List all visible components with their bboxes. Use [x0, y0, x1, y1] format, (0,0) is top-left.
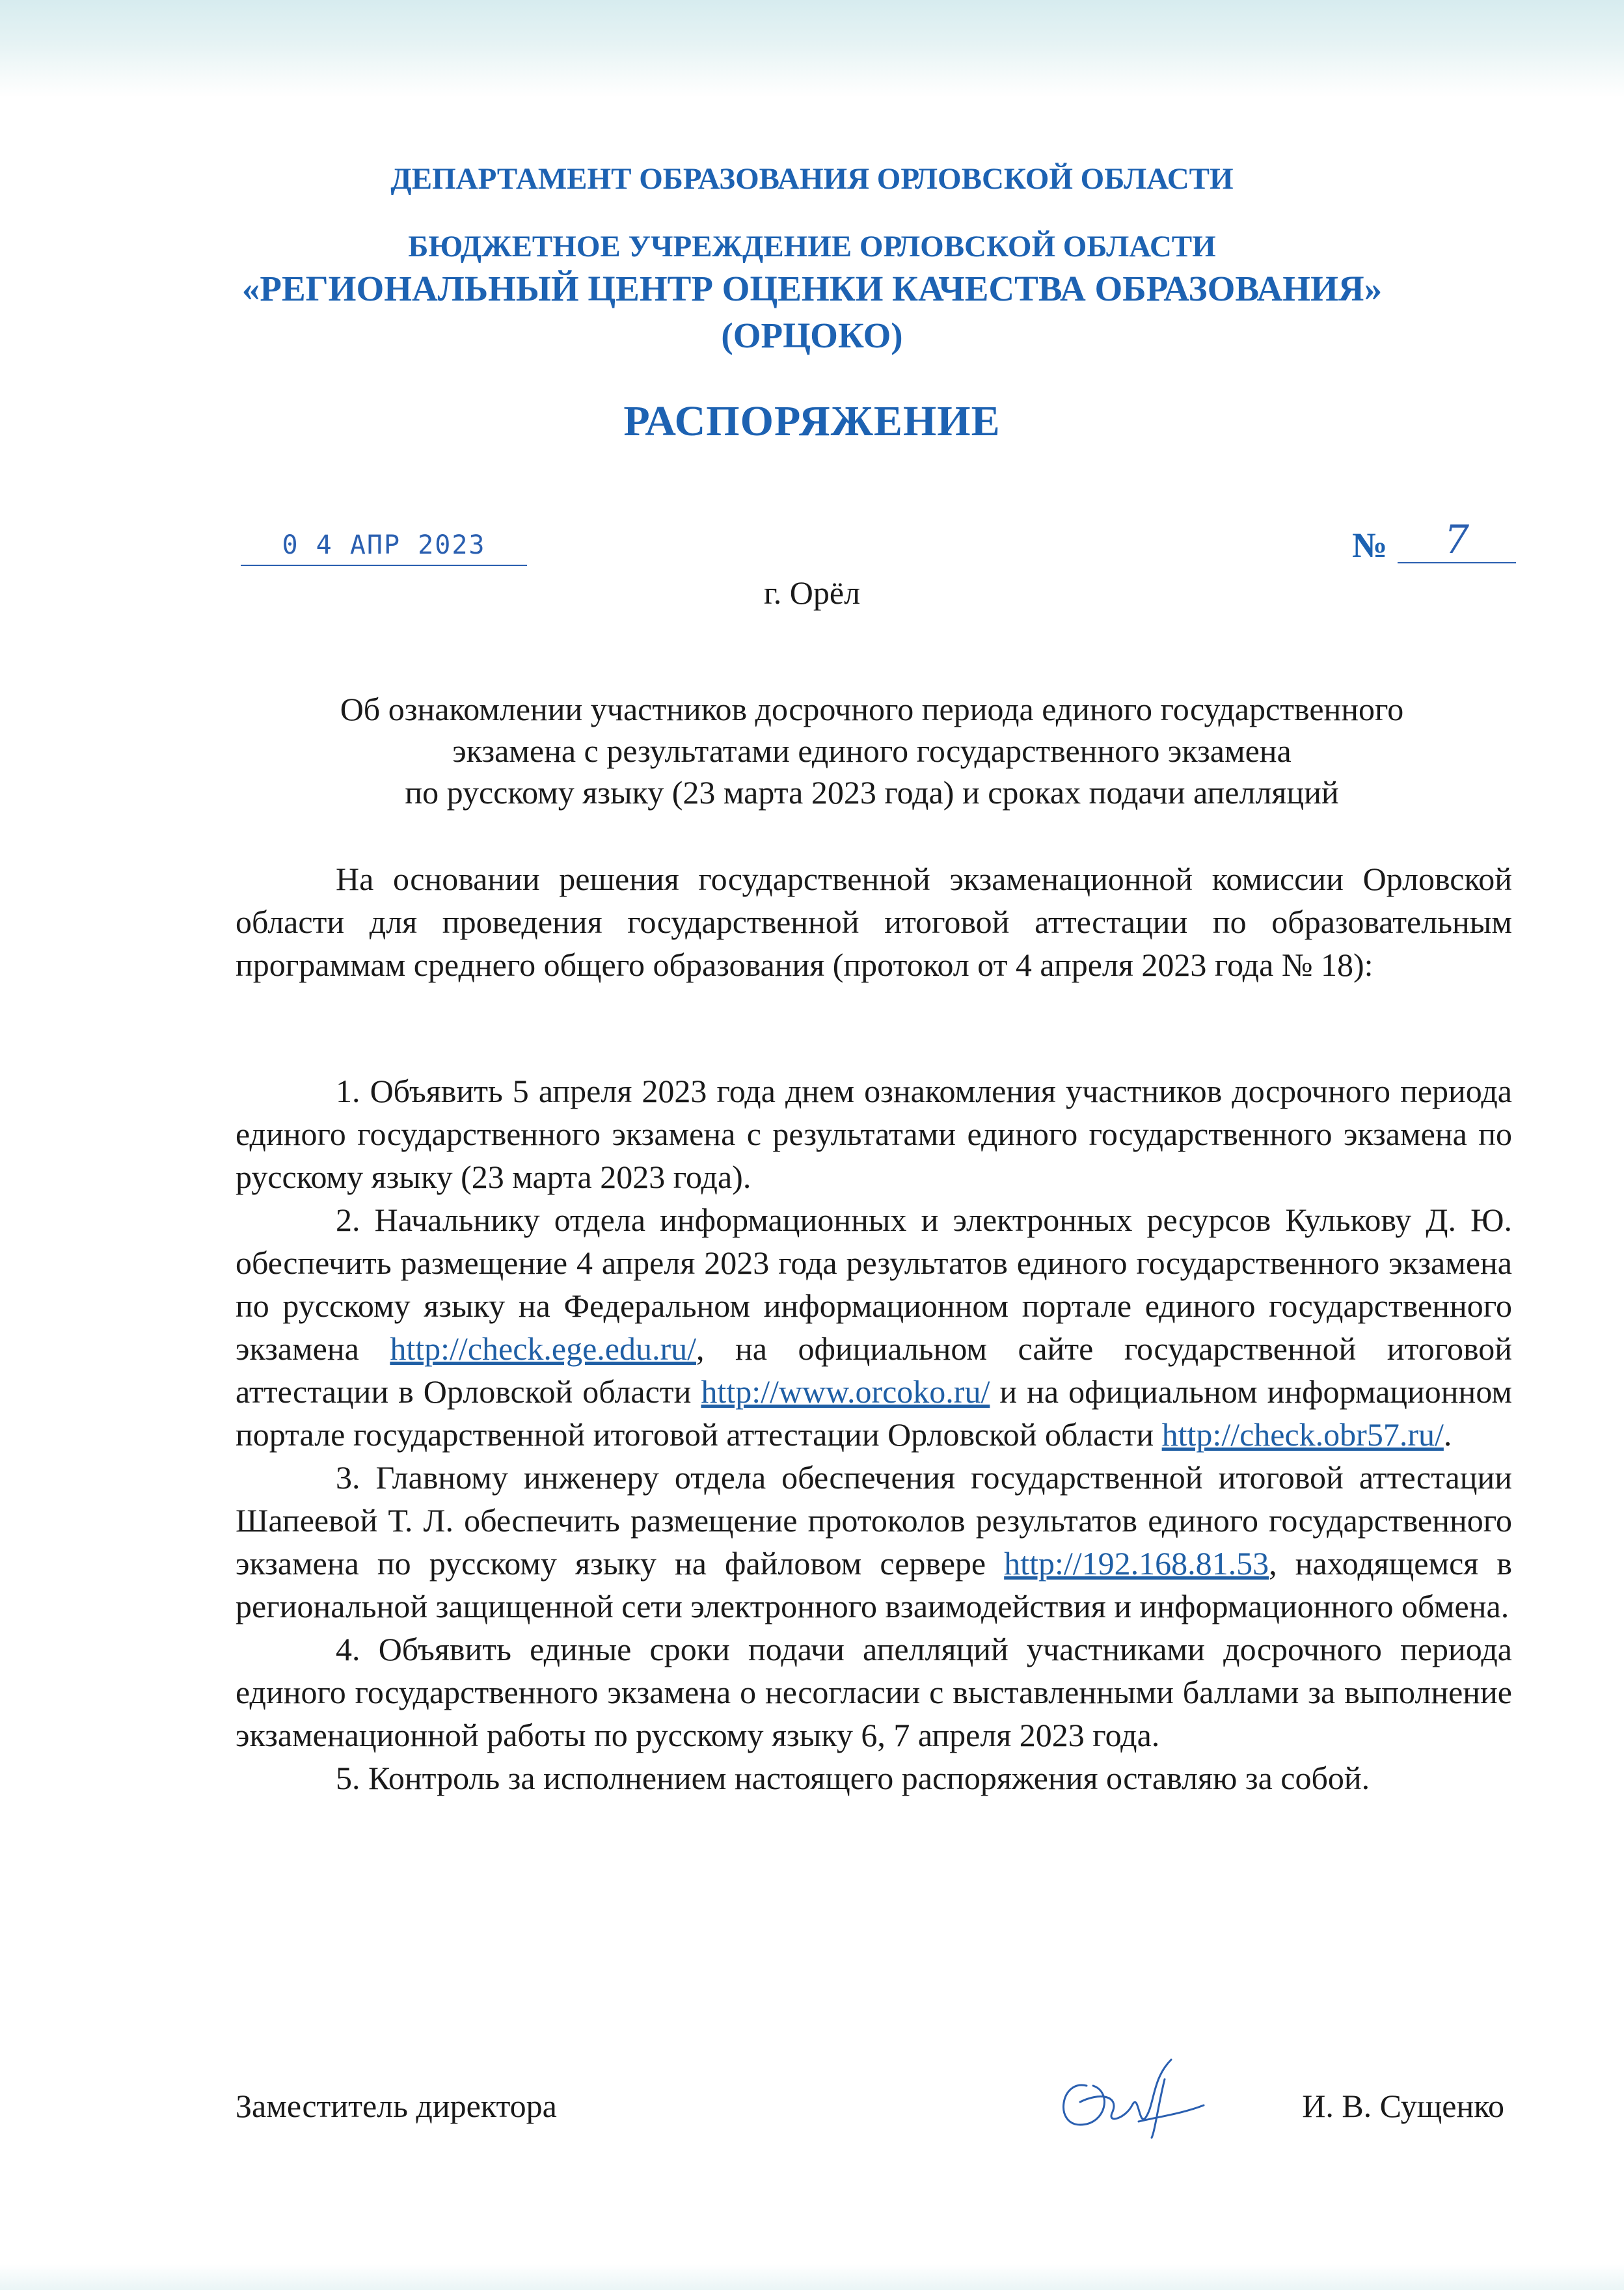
intro-paragraph	[236, 857, 1512, 986]
item-1: 1. Объявить 5 апреля 2023 года днем ознакомления участников досрочного периода единого государственного экзамена с результатами единого государственного экзамена по русскому языку (23 марта 2023 года).	[236, 1073, 1512, 1195]
order-items	[236, 1070, 1512, 1799]
subject-line: экзамена с результатами единого государственного экзамена	[452, 733, 1292, 769]
signatory-position: Заместитель директора	[236, 2088, 557, 2124]
link-file-server[interactable]: http://192.168.81.53	[1004, 1545, 1269, 1582]
item-4: 4. Объявить единые сроки подачи апелляций участниками досрочного периода единого государственного экзамена о несогласии с выставленными баллами за выполнение экзаменационной работы по русскому языку 6, 7 апреля 2023 года.	[236, 1631, 1512, 1753]
item-5: 5. Контроль за исполнением настоящего распоряжения оставляю за собой.	[336, 1760, 1370, 1796]
item-2-text-c: и на официальном информационном портале государственной итоговой аттестации Орловской области	[236, 1373, 1513, 1453]
link-check-ege[interactable]: http://check.ege.edu.ru/	[390, 1330, 697, 1367]
institution-abbreviation: (ОРЦОКО)	[721, 316, 903, 355]
date-stamp: 0 4 АПР 2023	[241, 526, 527, 566]
item-2-text-b: , на официальном сайте государственной итоговой аттестации в Орловской области	[236, 1330, 1512, 1410]
intro-text: На основании решения государственной экзаменационной комиссии Орловской области для проведения государственной итоговой аттестации по образовательным программам среднего общего образования (протокол от 4 апреля 2023 года № 18):	[236, 861, 1512, 983]
signatory-name: И. В. Сущенко	[1302, 2088, 1504, 2124]
document-type-title: РАСПОРЯЖЕНИЕ	[623, 397, 1001, 445]
item-2	[236, 1198, 1512, 1456]
institution-heading-line2: «РЕГИОНАЛЬНЫЙ ЦЕНТР ОЦЕНКИ КАЧЕСТВА ОБРАЗОВАНИЯ»	[241, 269, 1383, 308]
document-subject	[234, 688, 1509, 813]
number-underline	[1398, 562, 1516, 563]
item-2-text-d: .	[1443, 1416, 1452, 1453]
handwritten-signature	[1041, 2040, 1210, 2144]
link-check-obr57[interactable]: http://check.obr57.ru/	[1161, 1416, 1444, 1453]
page-top-tint	[0, 0, 1624, 98]
number-label: №	[1352, 526, 1388, 565]
handwritten-number: 7	[1444, 517, 1470, 563]
subject-line: по русскому языку (23 марта 2023 года) и сроках подачи апелляций	[405, 774, 1339, 811]
item-3-text-b: , находящемся в региональной защищенной сети электронного взаимодействия и информационного обмена.	[236, 1545, 1512, 1624]
city-label: г. Орёл	[763, 574, 861, 611]
subject-line: Об ознакомлении участников досрочного периода единого государственного	[340, 691, 1404, 727]
item-3-text-a: 3. Главному инженеру отдела обеспечения государственной итоговой аттестации Шапеевой Т. Л. обеспечить размещение протоколов результатов единого государственного экзамена по русскому языку на файловом сервере	[236, 1459, 1512, 1582]
item-2-text-a: 2. Начальнику отдела информационных и электронных ресурсов Кулькову Д. Ю. обеспечить размещение 4 апреля 2023 года результатов единого государственного экзамена по русскому языку на Федеральном информационном портале единого государственного экзамена	[236, 1202, 1512, 1367]
department-heading: ДЕПАРТАМЕНТ ОБРАЗОВАНИЯ ОРЛОВСКОЙ ОБЛАСТИ	[390, 162, 1234, 196]
page-bottom-tint	[0, 2264, 1624, 2290]
link-orcoko[interactable]: http://www.orcoko.ru/	[701, 1373, 990, 1410]
institution-heading-line1: БЮДЖЕТНОЕ УЧРЕЖДЕНИЕ ОРЛОВСКОЙ ОБЛАСТИ	[408, 230, 1216, 263]
item-3	[236, 1456, 1512, 1628]
